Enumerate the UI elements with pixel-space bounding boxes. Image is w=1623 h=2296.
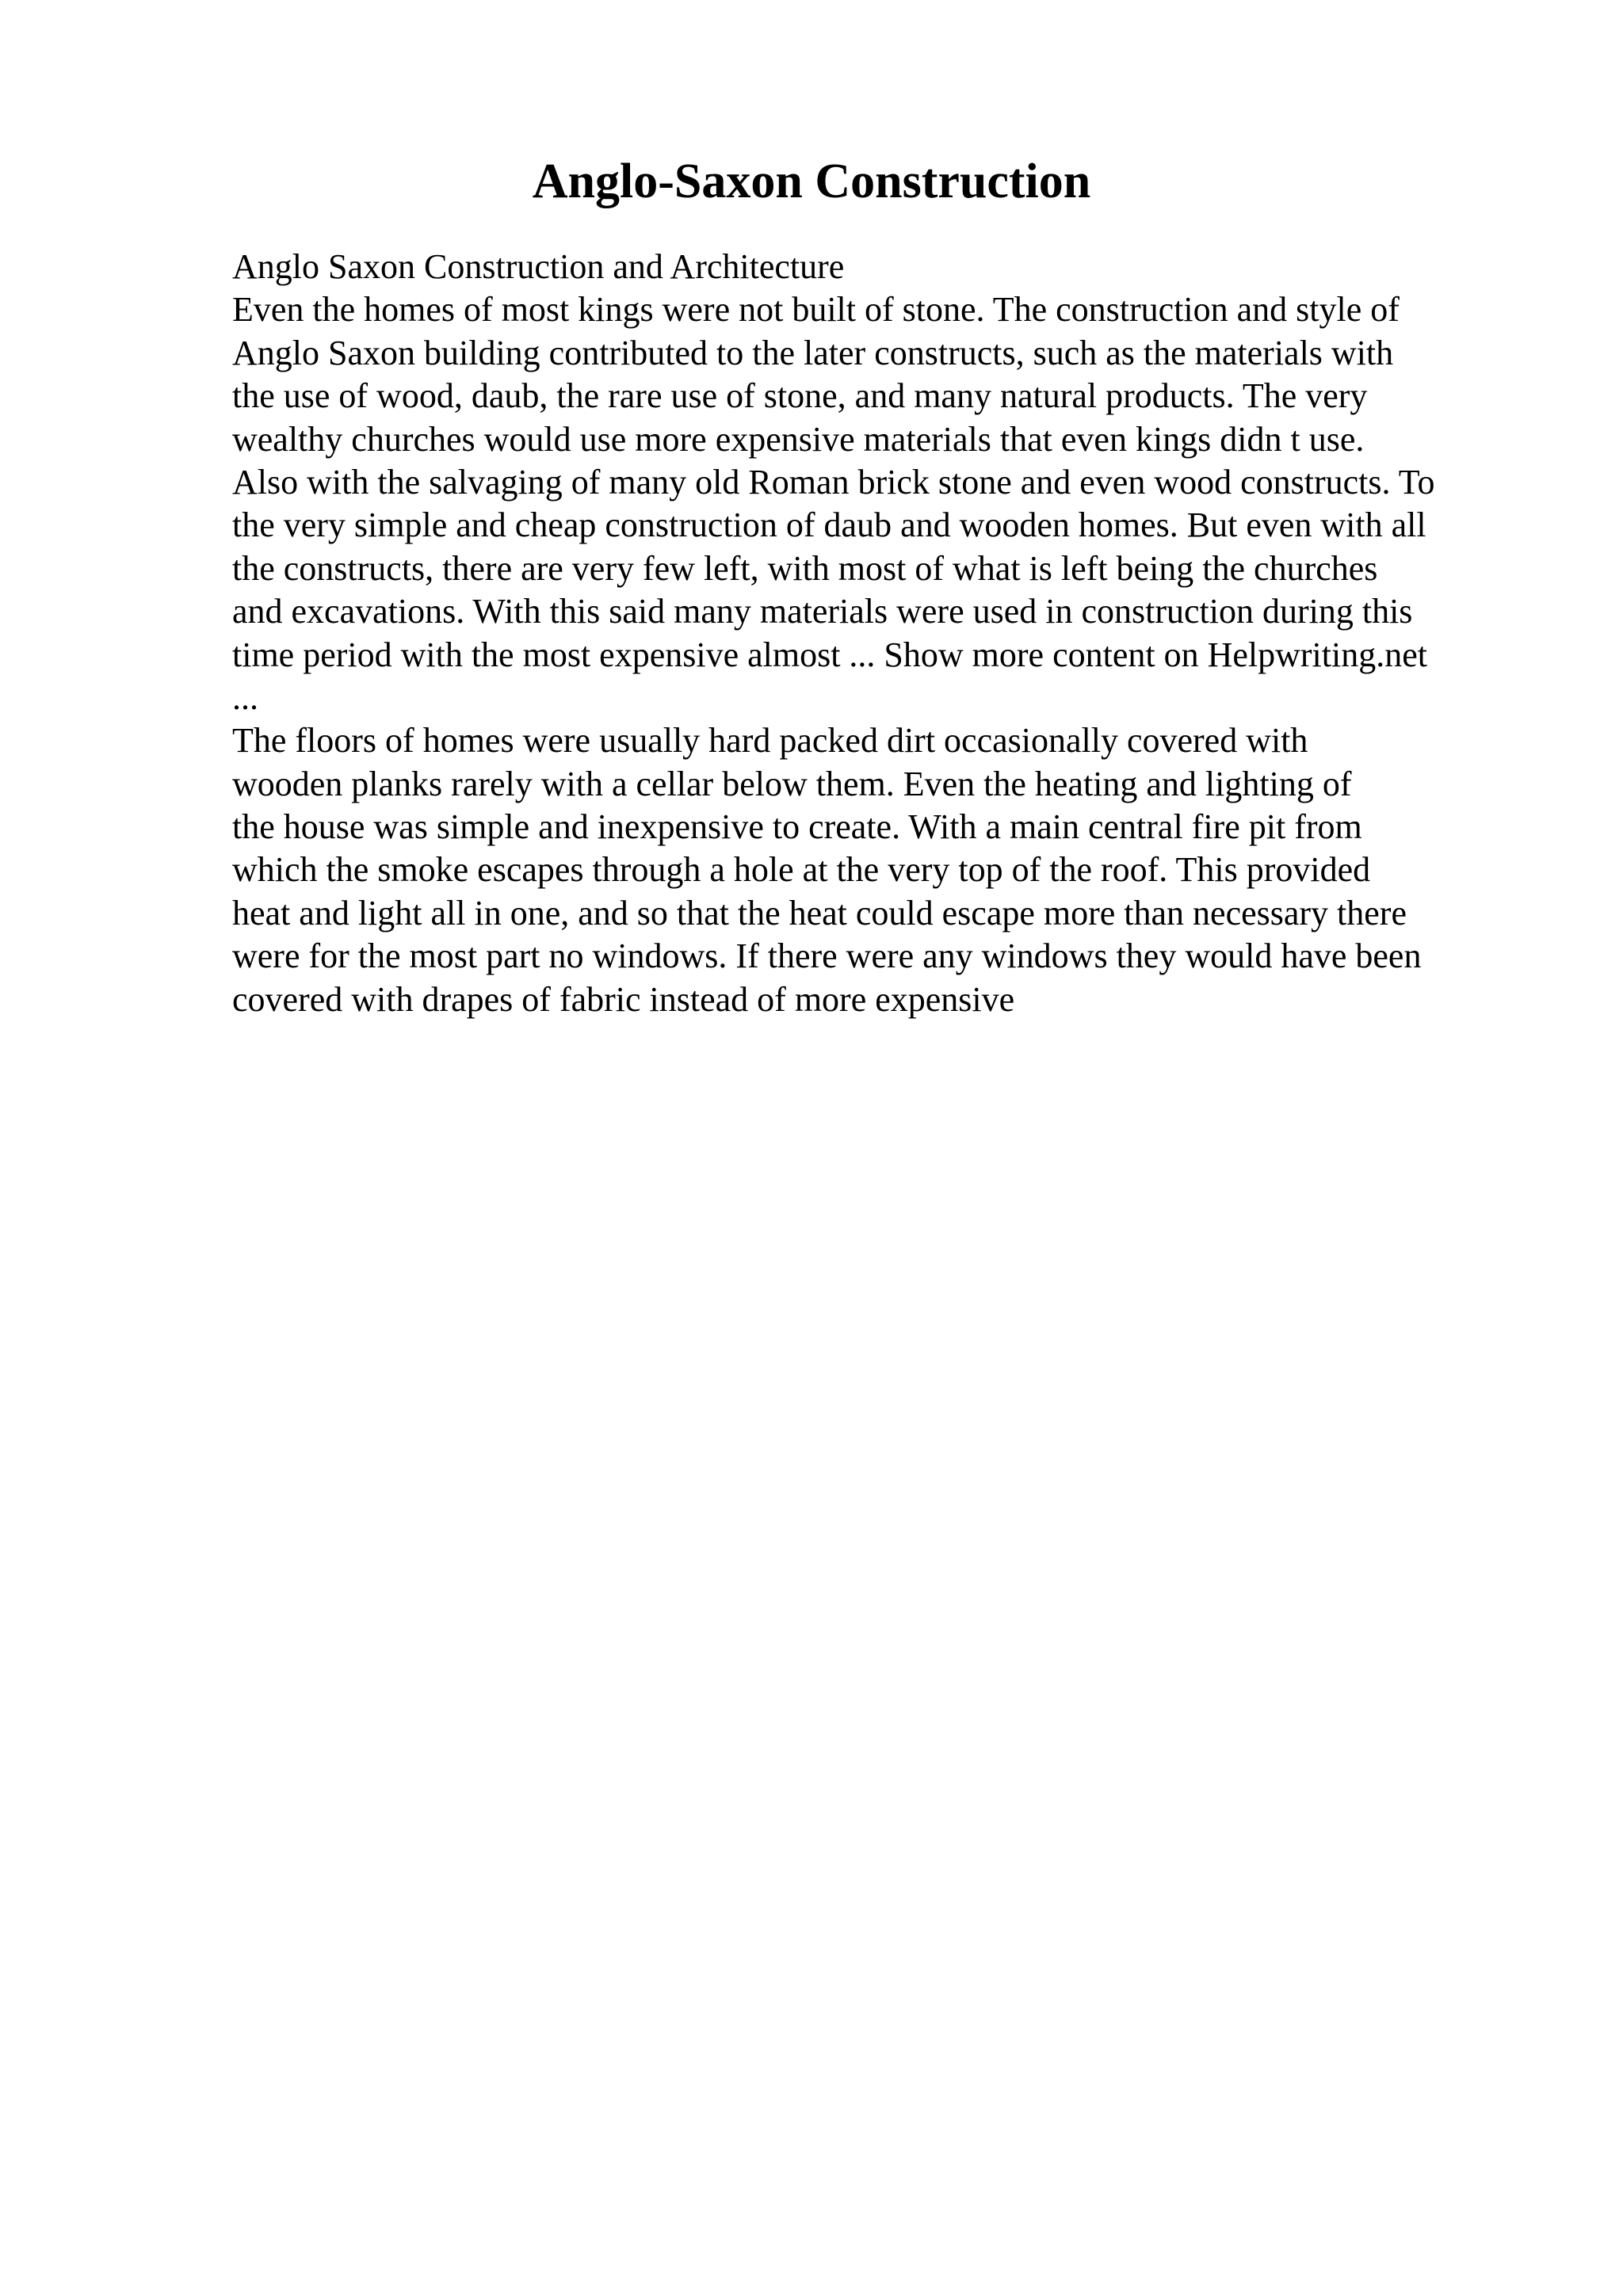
- body-line: the house was simple and inexpensive to create. With a main central fire pit from: [232, 807, 1362, 847]
- page-title: Anglo-Saxon Construction: [532, 154, 1091, 208]
- body-line: heat and light all in one, and so that the heat could escape more than necessary there: [232, 893, 1407, 933]
- body-line: wealthy churches would use more expensive materials that even kings didn t use.: [232, 419, 1365, 459]
- body-line: Also with the salvaging of many old Roman brick stone and even wood constructs. To: [232, 462, 1435, 502]
- body-line: and excavations. With this said many materials were used in construction during this: [232, 592, 1413, 631]
- body-line: ...: [232, 677, 258, 717]
- body-line: Anglo Saxon building contributed to the later constructs, such as the materials with: [232, 333, 1394, 372]
- body-line: The floors of homes were usually hard packed dirt occasionally covered with: [232, 721, 1308, 761]
- body-line: the use of wood, daub, the rare use of stone, and many natural products. The very: [232, 376, 1368, 416]
- body-line: time period with the most expensive almost ... Show more content on Helpwriting.net: [232, 635, 1427, 674]
- body-line: Anglo Saxon Construction and Architecture: [232, 247, 845, 286]
- body-line: which the smoke escapes through a hole at the very top of the roof. This provided: [232, 850, 1371, 890]
- body-line: wooden planks rarely with a cellar below them. Even the heating and lighting of: [232, 764, 1352, 803]
- body-line: Even the homes of most kings were not built of stone. The construction and style of: [232, 290, 1400, 330]
- body-line: the very simple and cheap construction of daub and wooden homes. But even with all: [232, 505, 1426, 545]
- document-body: [232, 246, 1579, 1021]
- body-line: covered with drapes of fabric instead of more expensive: [232, 979, 1015, 1019]
- body-line: the constructs, there are very few left, with most of what is left being the churches: [232, 548, 1378, 588]
- body-line: were for the most part no windows. If there were any windows they would have been: [232, 936, 1422, 976]
